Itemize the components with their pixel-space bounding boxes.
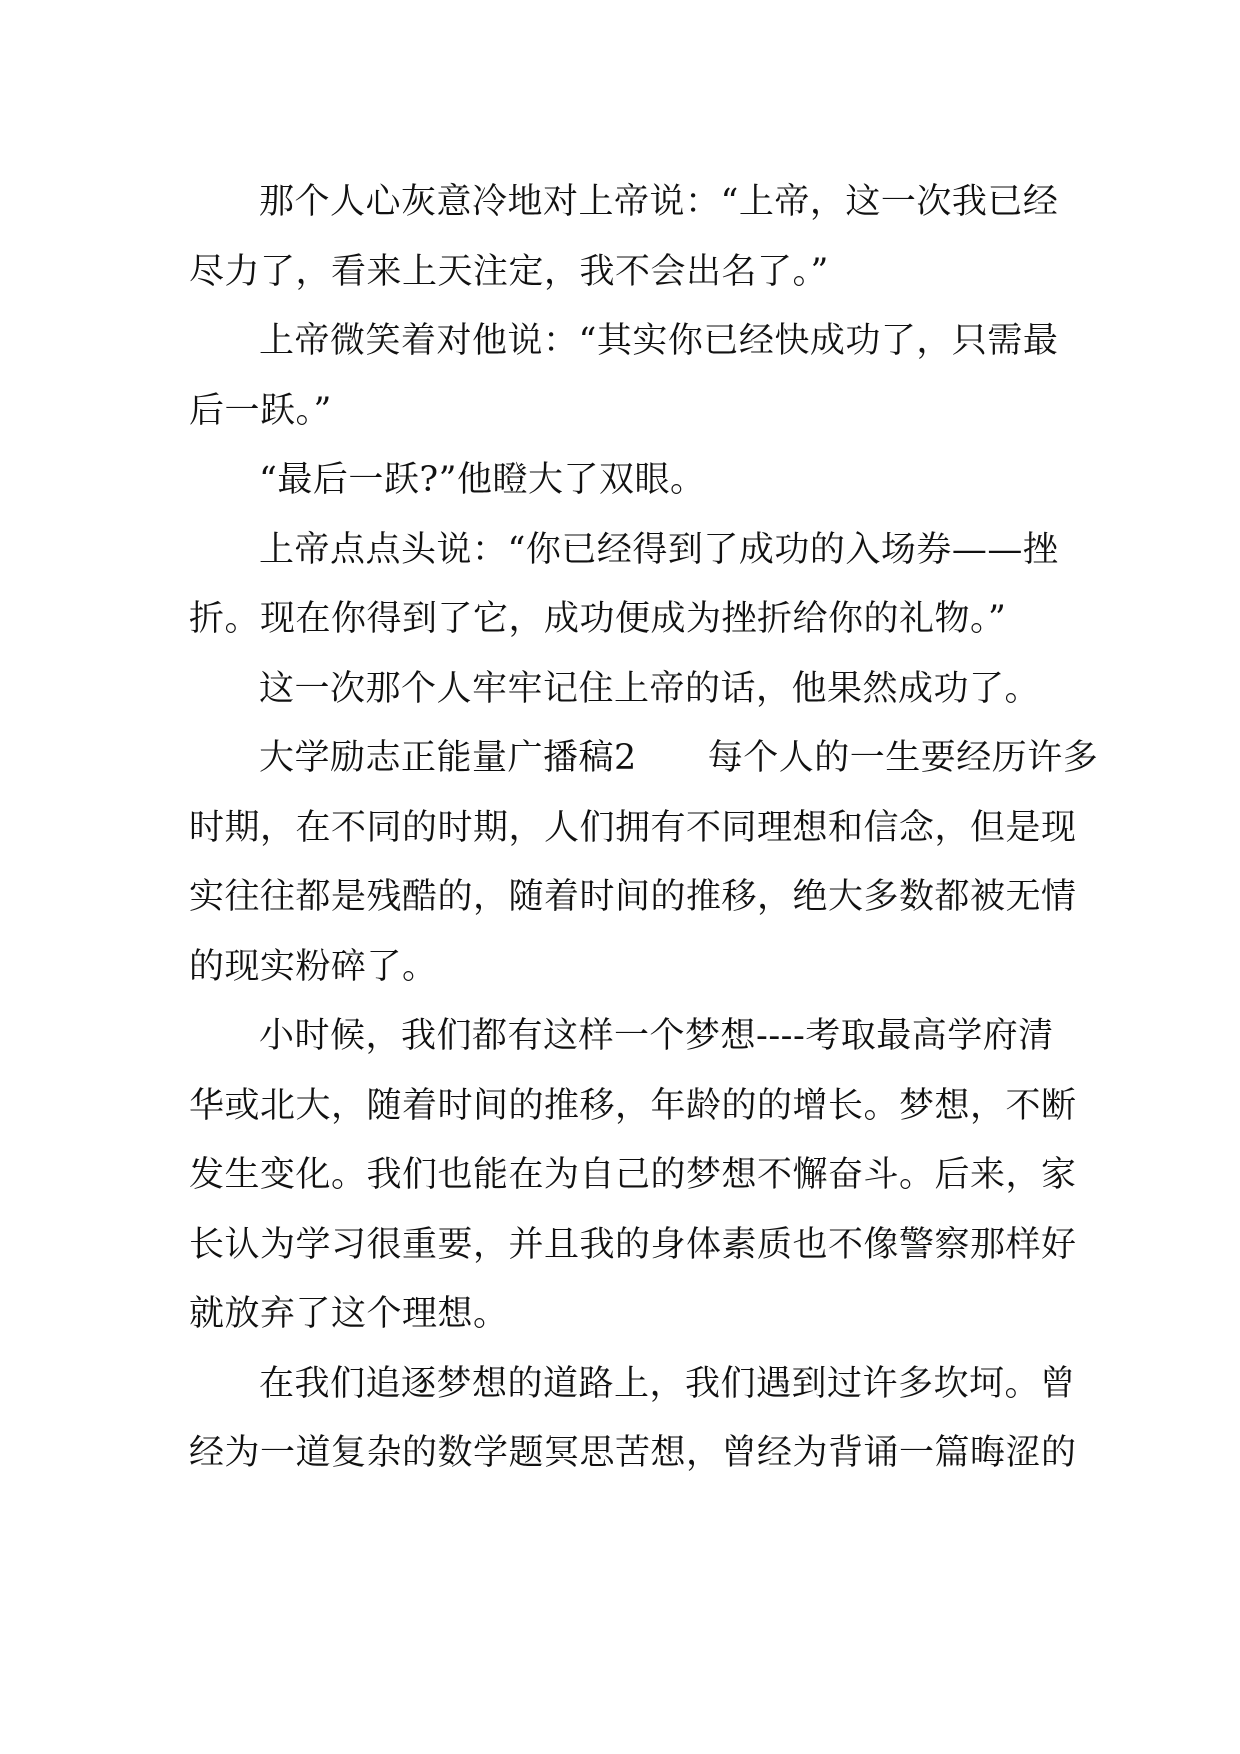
section-heading-line: 大学励志正能量广播稿2 每个人的一生要经历许多: [259, 738, 1099, 778]
text-line: 那个人心灰意冷地对上帝说：“上帝，这一次我已经: [259, 182, 1059, 222]
text-line: 尽力了，看来上天注定，我不会出名了。”: [189, 251, 829, 292]
text-line: 上帝点点头说：“你已经得到了成功的入场券——挫: [259, 529, 1059, 570]
text-line: 这一次那个人牢牢记住上帝的话，他果然成功了。: [259, 668, 1041, 709]
text-line: 发生变化。我们也能在为自己的梦想不懈奋斗。后来，家: [189, 1155, 1077, 1195]
document-body: [189, 168, 1099, 1489]
text-line: 实往往都是残酷的，随着时间的推移，绝大多数都被无情: [189, 877, 1077, 917]
text-line: 经为一道复杂的数学题冥思苦想，曾经为背诵一篇晦涩的: [189, 1433, 1077, 1473]
text-line: 时期，在不同的时期，人们拥有不同理想和信念，但是现: [189, 807, 1077, 848]
text-line: 就放弃了这个理想。: [189, 1294, 509, 1334]
text-line: 折。现在你得到了它，成功便成为挫折给你的礼物。”: [189, 599, 1007, 639]
text-line: 小时候，我们都有这样一个梦想----考取最高学府清: [259, 1016, 1054, 1056]
text-line: 上帝微笑着对他说：“其实你已经快成功了，只需最: [259, 321, 1059, 361]
text-line: 的现实粉碎了。: [189, 946, 438, 987]
text-line: 在我们追逐梦想的道路上，我们遇到过许多坎坷。曾: [259, 1363, 1076, 1404]
text-line: “最后一跃?”他瞪大了双眼。: [259, 460, 706, 500]
text-line: 长认为学习很重要，并且我的身体素质也不像警察那样好: [189, 1224, 1077, 1265]
text-line: 后一跃。”: [189, 390, 332, 431]
text-line: 华或北大，随着时间的推移，年龄的的增长。梦想，不断: [189, 1085, 1077, 1126]
